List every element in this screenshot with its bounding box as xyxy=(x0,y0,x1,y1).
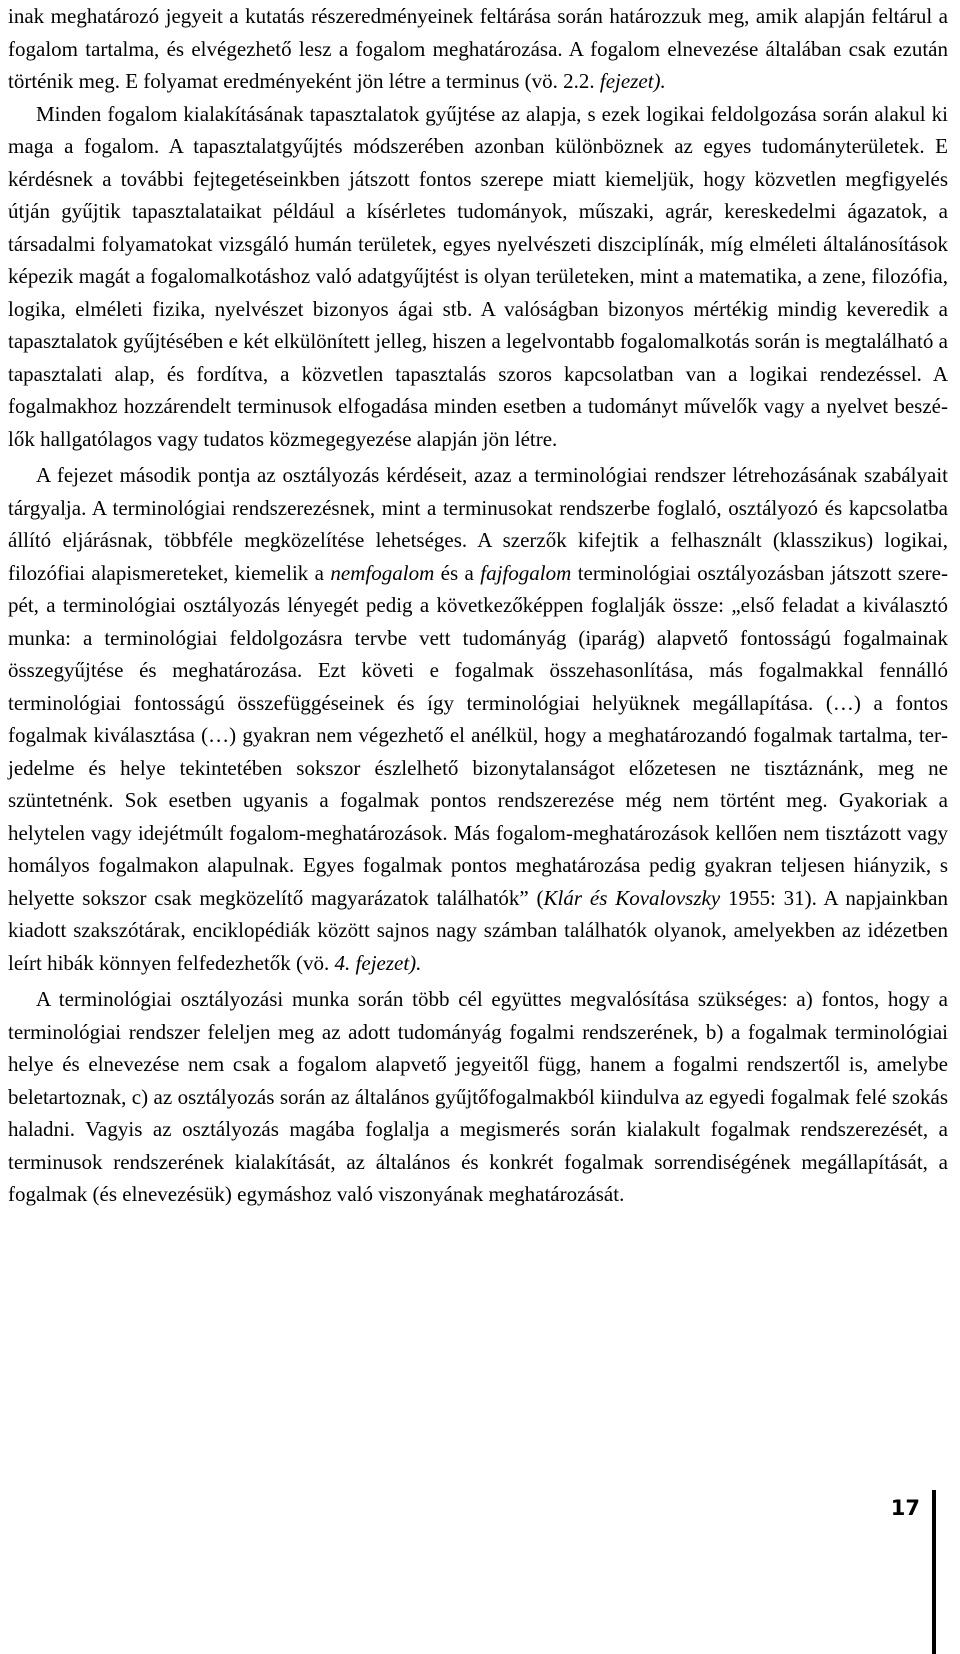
text-run: inak meghatározó jegyeit a kutatás részeredményeinek feltárása során határozzuk meg, amik alapján feltárul a fogalom tartalma, és elvégezhető lesz a fogalom meghatározása. A fogalom elnevezése általában csak ezután történik meg. E folyamat eredményeként jön létre a terminus (vö. 2.2. xyxy=(8,4,948,93)
paragraph-3 xyxy=(8,459,948,979)
text-run: és a xyxy=(434,560,481,585)
page-edge-rule xyxy=(932,1490,936,1654)
text-run: A terminológiai osztályozási munka során több cél együttes megvalósítása szükséges: a) fontos, hogy a terminológiai rendszer feleljen meg az adott tudományág fogalmi rendszerének, b) a fogalmak terminológiai helye és elnevezése nem csak a fogalom alapvető jegyeitől függ, hanem a fogalmi rendszertől is, amelybe beletartoznak, c) az osztályozás során az általános gyűjtőfogalmakból kiindulva az egyedi fogalmak felé szokás haladni. Vagyis az osztályozás magába foglalja a megismerés során kialakult fogalmak rendszerezését, a terminusok rendszerének kialakítását, az általános és konkrét fogalmak sorrendiségének megállapítását, a fogalmak (és elnevezésük) egymáshoz való viszonyának meghatározását. xyxy=(8,987,948,1206)
italic-run: fejezet). xyxy=(599,69,666,93)
text-run: A fejezet második pontja az osztályozás kérdéseit, azaz a terminológiai rendszer létrehozásának szabályait tárgyalja. A terminológiai rendszerezésnek, mint a terminusokat rendszerbe foglaló, osztályozó és kapcsolatba állító eljárásnak, többféle megközelítése lehetséges. A szerzők kifejtik a felhasznált (klasszikus) logikai, filozófiai alapismereteket, kiemelik a xyxy=(8,463,948,585)
italic-run: nemfogalom xyxy=(330,560,435,585)
paragraph-1 xyxy=(8,0,948,98)
italic-run: 4. fejezet). xyxy=(334,950,422,975)
italic-run: fajfogalom xyxy=(480,560,572,585)
page-footer xyxy=(858,1490,948,1654)
text-run: terminológiai osztályozásban játszott szerepét, a terminológiai osztályozás lényegét pedig a következőképpen foglalják össze: „első feladat a kiválasztó munka: a terminológiai feldolgozásra tervbe vett tudományág (iparág) alapvető fontosságú fogalmainak összegyűjtése és meghatározása. Ezt követi e fogalmak összehasonlítása, más fogalmakkal fennálló terminológiai fontosságú összefüggéseinek és így terminológiai helyüknek megállapítása. (…) a fontos fogalmak kiválasztása (…) gyakran nem végezhető el anélkül, hogy a meghatározandó fogalmak tartalma, terjedelme és helye tekintetében sokszor észlelhető bizonytalanságot előzetesen ne tisztáznánk, meg ne szüntetnénk. Sok esetben ugyanis a fogalmak pontos rendszerezése még nem történt meg. Gyakoriak a helytelen vagy idejétmúlt fogalom-meghatározások. Más fogalom-meghatározások kellően nem tisztázott vagy homályos fogalmakon alapulnak. Egyes fogalmak pontos meghatározása pedig gyakran teljesen hiányzik, s helyette sokszor csak megközelítő magyarázatok találhatók” ( xyxy=(8,560,948,910)
text-run: Minden fogalom kialakításának tapasztalatok gyűjtése az alapja, s ezek logikai feldolgozása során alakul ki maga a fogalom. A tapasztalatgyűjtés módszerében azonban különböznek az egyes tudományterületek. E kérdésnek a további fejtegetéseinkben játszott fontos szerepe miatt kiemeljük, hogy közvetlen megfigyelés útján gyűjtik tapasztalataikat például a kísérletes tudományok, műszaki, agrár, kereskedelmi ágazatok, a társadalmi folyamatokat vizsgáló humán területek, egyes nyelvészeti diszciplínák, míg elméleti általánosítások képezik magát a fogalomalkotáshoz való adatgyűjtést is olyan területeken, mint a matematika, a zene, filozófia, logika, elméleti fizika, nyelvészet bizonyos ágai stb. A valóságban bizonyos mértékig mindig keveredik a tapasztalatok gyűjtésében e két elkülönített jelleg, hiszen a legelvontabb fogalomalkotás során is megtalálható a tapasztalati alap, és fordítva, a közvetlen tapasztalás szoros kapcsolatban van a logikai rendezéssel. A fogalmakhoz hozzárendelt terminusok elfogadása minden esetben a tudományt művelők vagy a nyelvet beszélők hallgatólagos vagy tudatos közmegegyezése alapján jön létre. xyxy=(8,101,948,451)
italic-run: Klár és Kovalovszky xyxy=(543,885,721,910)
paragraph-2 xyxy=(8,98,948,456)
document-body xyxy=(8,0,948,1211)
page-number: 17 xyxy=(890,1496,920,1520)
paragraph-4 xyxy=(8,983,948,1211)
text-run: 1955: 31). A napjainkban kiadott szakszótárak, enciklopédiák között sajnos nagy számban találhatók olyanok, amelyekben az idézetben leírt hibák könnyen felfedezhetők (vö. xyxy=(8,885,949,975)
